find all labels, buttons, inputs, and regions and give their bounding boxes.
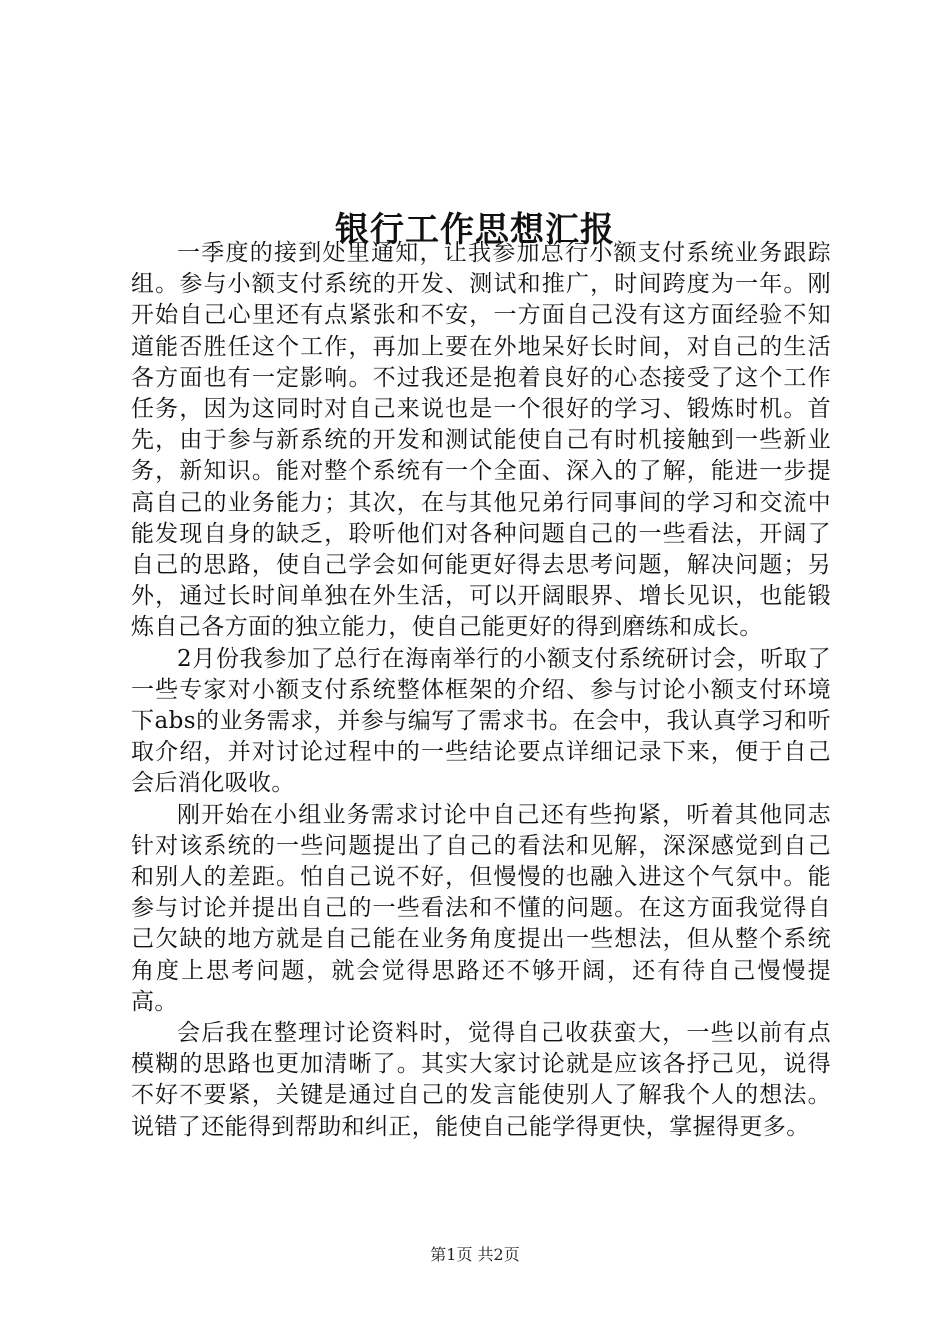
document-body — [131, 238, 831, 1143]
paragraph-3: 刚开始在小组业务需求讨论中自己还有些拘紧，听着其他同志针对该系统的一些问题提出了自己的看法和见解，深深感觉到自己和别人的差距。怕自己说不好，但慢慢的也融入进这个气氛中。能参与讨论并提出自己的一些看法和不懂的问题。在这方面我觉得自己欠缺的地方就是自己能在业务角度提出一些想法，但从整个系统角度上思考问题，就会觉得思路还不够开阔，还有待自己慢慢提高。 — [131, 801, 831, 1015]
document-title: 银行工作思想汇报 — [335, 209, 615, 250]
paragraph-2: 2月份我参加了总行在海南举行的小额支付系统研讨会，听取了一些专家对小额支付系统整体框架的介绍、参与讨论小额支付环境下abs的业务需求，并参与编写了需求书。在会中，我认真学习和听取介绍，并对讨论过程中的一些结论要点详细记录下来，便于自己会后消化吸收。 — [131, 645, 831, 797]
paragraph-1: 一季度的接到处里通知，让我参加总行小额支付系统业务跟踪组。参与小额支付系统的开发、测试和推广，时间跨度为一年。刚开始自己心里还有点紧张和不安，一方面自己没有这方面经验不知道能否胜任这个工作，再加上要在外地呆好长时间，对自己的生活各方面也有一定影响。不过我还是抱着良好的心态接受了这个工作任务，因为这同时对自己来说也是一个很好的学习、锻炼时机。首先，由于参与新系统的开发和测试能使自己有时机接触到一些新业务，新知识。能对整个系统有一个全面、深入的了解，能进一步提高自己的业务能力；其次，在与其他兄弟行同事间的学习和交流中能发现自身的缺乏，聆听他们对各种问题自己的一些看法，开阔了自己的思路，使自己学会如何能更好得去思考问题，解决问题；另外，通过长时间单独在外生活，可以开阔眼界、增长见识，也能锻炼自己各方面的独立能力，使自己能更好的得到磨练和成长。 — [131, 240, 831, 641]
paragraph-4: 会后我在整理讨论资料时，觉得自己收获蛮大，一些以前有点模糊的思路也更加清晰了。其实大家讨论就是应该各抒己见，说得不好不要紧，关键是通过自己的发言能使别人了解我个人的想法。说错了还能得到帮助和纠正，能使自己能学得更快，掌握得更多。 — [131, 1020, 831, 1140]
page-footer: 第1页 共2页 — [430, 1245, 520, 1264]
